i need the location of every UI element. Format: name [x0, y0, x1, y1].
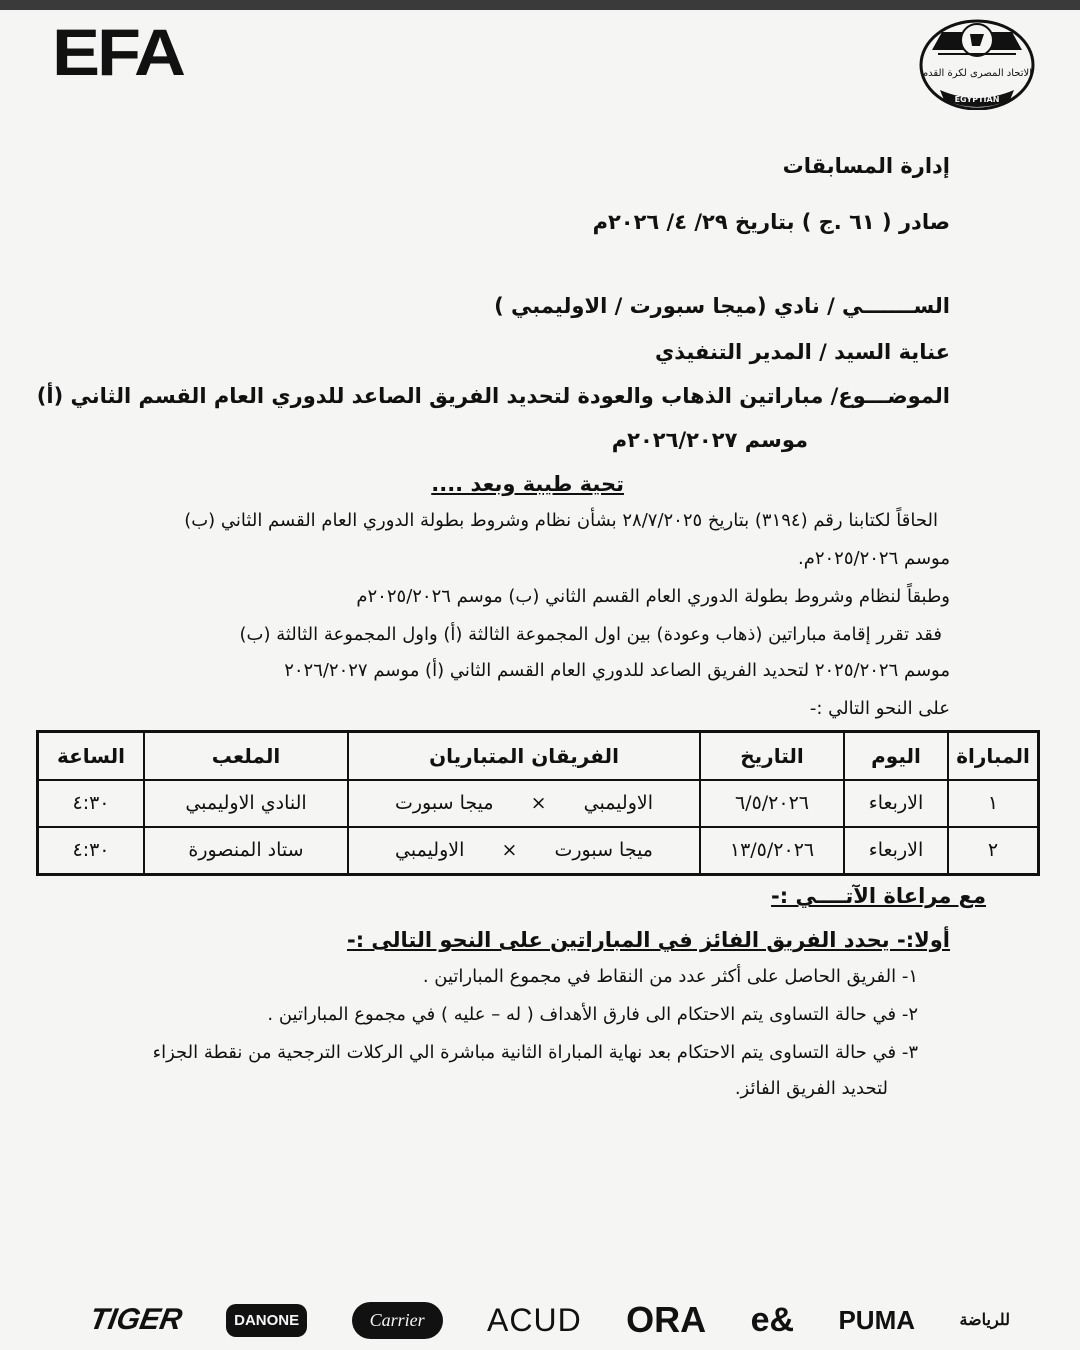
- seal-text: الاتحاد المصرى لكرة القدم: [921, 68, 1033, 79]
- table-row: [38, 780, 1039, 827]
- notes-first: أولا:- يحدد الفريق الفائز في المباراتين على النحو التالى :-: [346, 928, 950, 952]
- season-line: موسم ٢٠٢٦/٢٠٢٧م: [611, 428, 808, 452]
- match-teams: [348, 827, 700, 875]
- match-day: الاربعاء: [844, 827, 948, 875]
- matches-table: [36, 730, 1040, 876]
- paragraph-1-line-2: موسم ٢٠٢٥/٢٠٢٦م.: [797, 548, 950, 569]
- sponsor-danone-logo: DANONE: [226, 1304, 307, 1337]
- note-item-2: ٢- في حالة التساوى يتم الاحتكام الى فارق الأهداف ( له – عليه ) في مجموع المباراتين .: [267, 1004, 918, 1025]
- attention-line: عناية السيد / المدير التنفيذي: [654, 340, 950, 364]
- notes-heading: مع مراعاة الآتــــي :-: [771, 884, 986, 908]
- header-match-no: المباراة: [948, 732, 1039, 781]
- home-team: ميجا سبورت: [554, 839, 653, 862]
- sponsors-bar: [87, 1292, 1010, 1348]
- match-time: ٤:٣٠: [38, 827, 145, 875]
- home-team: الاوليمبي: [583, 792, 653, 815]
- table-header-row: [38, 732, 1039, 781]
- match-time: ٤:٣٠: [38, 780, 145, 827]
- sponsor-carrier-logo: Carrier: [352, 1302, 443, 1339]
- away-team: الاوليمبي: [395, 839, 465, 862]
- header-time: الساعة: [38, 732, 145, 781]
- match-date: ١٣/٥/٢٠٢٦: [700, 827, 844, 875]
- away-team: ميجا سبورت: [395, 792, 494, 815]
- header-day: اليوم: [844, 732, 948, 781]
- top-border: [0, 0, 1080, 10]
- sponsor-ora-logo: ORA: [626, 1299, 707, 1340]
- recipient: الســـــــي / نادي (ميجا سبورت / الاوليمبي ): [494, 294, 950, 318]
- paragraph-2-line-3: موسم ٢٠٢٥/٢٠٢٦ لتحديد الفريق الصاعد للدوري العام القسم الثاني (أ) موسم ٢٠٢٦/٢٠٢٧: [284, 660, 950, 681]
- match-date: ٦/٥/٢٠٢٦: [700, 780, 844, 827]
- match-venue: ستاد المنصورة: [144, 827, 348, 875]
- match-teams: [348, 780, 700, 827]
- sponsor-eand-logo: e&: [750, 1300, 795, 1339]
- paragraph-2-line-1: وطبقاً لنظام وشروط بطولة الدوري العام القسم الثاني (ب) موسم ٢٠٢٥/٢٠٢٦م: [356, 586, 950, 607]
- efa-seal-icon: [918, 10, 1036, 110]
- header-venue: الملعب: [144, 732, 348, 781]
- match-no: ١: [948, 780, 1039, 827]
- note-item-1: ١- الفريق الحاصل على أكثر عدد من النقاط في مجموع المباراتين .: [422, 966, 918, 987]
- paragraph-1-line-1: الحاقاً لكتابنا رقم (٣١٩٤) بتاريخ ٢٨/٧/٢٠٢٥ بشأن نظام وشروط بطولة الدوري العام القسم الثاني (ب): [184, 510, 938, 531]
- match-no: ٢: [948, 827, 1039, 875]
- header-date: التاريخ: [700, 732, 844, 781]
- efa-logo: EFA: [52, 16, 184, 90]
- seal-text-en: EGYPTIAN: [954, 95, 1000, 104]
- table-row: [38, 827, 1039, 875]
- sponsor-sports-logo: للرياضة: [959, 1312, 1010, 1329]
- paragraph-2-line-2: فقد تقرر إقامة مباراتين (ذهاب وعودة) بين اول المجموعة الثالثة (أ) واول المجموعة الثالثة (ب): [239, 624, 942, 645]
- subject-line: الموضـــوع/ مباراتين الذهاب والعودة لتحديد الفريق الصاعد للدوري العام القسم الثاني (أ): [36, 384, 950, 408]
- sponsor-acud-logo: ACUD: [487, 1301, 582, 1338]
- vs-symbol: ×: [530, 792, 547, 815]
- header-teams: الفريقان المتباريان: [348, 732, 700, 781]
- note-item-3-continued: لتحديد الفريق الفائز.: [734, 1078, 888, 1099]
- vs-symbol: ×: [501, 839, 518, 862]
- greeting: تحية طيبة وبعد ....: [431, 472, 624, 496]
- paragraph-2-line-4: على النحو التالي :-: [809, 698, 950, 719]
- issue-number: صادر ( ٦١ .ج ) بتاريخ ٢٩/ ٤/ ٢٠٢٦م: [592, 210, 950, 234]
- match-day: الاربعاء: [844, 780, 948, 827]
- sponsor-tiger-logo: TIGER: [87, 1303, 185, 1336]
- sponsor-puma-logo: PUMA: [838, 1304, 916, 1335]
- match-venue: النادي الاوليمبي: [144, 780, 348, 827]
- department-title: إدارة المسابقات: [782, 154, 950, 178]
- note-item-3: ٣- في حالة التساوى يتم الاحتكام بعد نهاية المباراة الثانية مباشرة الي الركلات الترجحية من نقطة الجزاء: [152, 1042, 918, 1063]
